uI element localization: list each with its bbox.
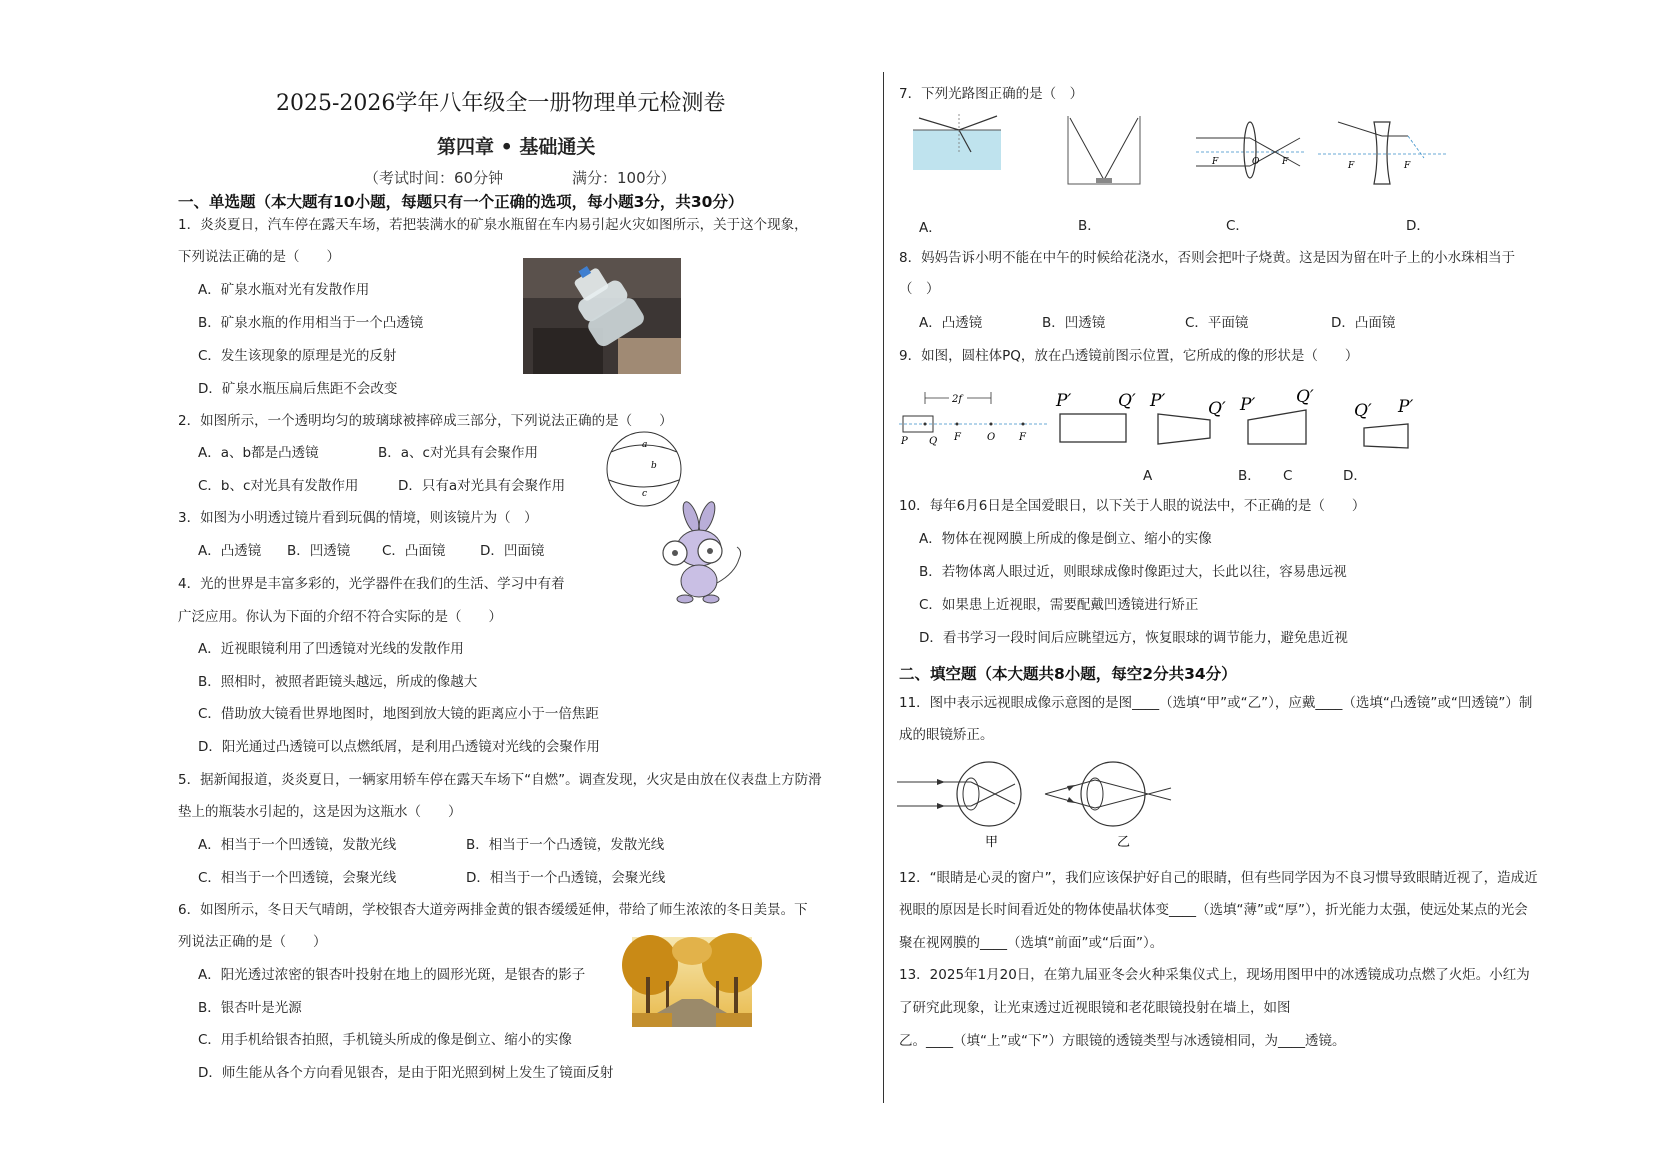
- q6-option-d: D．师生能从各个方向看见银杏，是由于阳光照到树上发生了镜面反射: [198, 1065, 614, 1081]
- q10-option-b: B．若物体离人眼过近，则眼球成像时像距过大，长此以往，容易患远视: [919, 564, 1347, 580]
- q6-stem-2: 列说法正确的是（ ）: [178, 934, 327, 950]
- q11-eye-diagram-yi: [1041, 760, 1175, 848]
- q10-option-a: A．物体在视网膜上所成的像是倒立、缩小的实像: [919, 531, 1212, 547]
- q4-option-d: D．阳光通过凸透镜可以点燃纸屑，是利用凸透镜对光线的会聚作用: [198, 739, 600, 755]
- q5-option-a: A．相当于一个凹透镜，发散光线: [198, 837, 397, 853]
- q6-option-c: C．用手机给银杏拍照，手机镜头所成的像是倒立、缩小的实像: [198, 1032, 572, 1048]
- q13-stem-2: 了研究此现象，让光束透过近视眼镜和老花眼镜投射在墙上，如图: [899, 1000, 1291, 1016]
- q7-option-c: C．: [1226, 218, 1249, 234]
- q2-label-a: a: [642, 440, 648, 450]
- full-score: 满分：100分）: [572, 169, 676, 187]
- q9b-q-prime: Q′: [1208, 399, 1226, 419]
- q7-option-d: D．: [1406, 218, 1430, 234]
- q10-option-c: C．如果患上近视眼，需要配戴凹透镜进行矫正: [919, 597, 1199, 613]
- q3-toy-bunny-illustration: [655, 503, 747, 605]
- q9-stem: 9．如图，圆柱体PQ，放在凸透镜前图示位置，它所成的像的形状是（ ）: [899, 348, 1359, 364]
- q5-stem-1: 5．据新闻报道，炎炎夏日，一辆家用轿车停在露天车场下“自燃”。调查发现，火灾是由放在仪表盘上方防滑: [178, 772, 822, 788]
- q7d-f-left: F: [1348, 161, 1355, 171]
- q9a-q-prime: Q′: [1118, 391, 1136, 411]
- q9-image-shape-c: [1238, 384, 1324, 448]
- q1-option-b: B．矿泉水瓶的作用相当于一个凸透镜: [198, 315, 424, 331]
- q9-option-a: A: [1143, 468, 1153, 484]
- q7-stem: 7．下列光路图正确的是（ ）: [899, 86, 1084, 102]
- q8-option-a: A．凸透镜: [919, 315, 983, 331]
- q7-diagram-d-concave-lens: [1318, 118, 1446, 188]
- q2-option-d: D．只有a对光具有会聚作用: [398, 478, 566, 494]
- q11-stem-1: 11．图中表示远视眼成像示意图的是图____（选填“甲”或“乙”），应戴____（选填“凸透镜”或“凹透镜”）制: [899, 695, 1533, 711]
- q6-ginkgo-photo: [632, 937, 752, 1027]
- exam-time: （考试时间：60分钟: [364, 169, 504, 187]
- q6-option-a: A．阳光透过浓密的银杏叶投射在地上的圆形光斑，是银杏的影子: [198, 967, 586, 983]
- q13-stem-3: 乙。____（填“上”或“下”）方眼镜的透镜类型与冰透镜相同，为____透镜。: [899, 1033, 1346, 1049]
- q2-label-c: c: [642, 489, 648, 499]
- q8-option-c: C．平面镜: [1185, 315, 1249, 331]
- q9b-p-prime: P′: [1150, 391, 1166, 411]
- q8-stem-2: （ ）: [899, 281, 940, 297]
- q2-option-b: B．a、c对光具有会聚作用: [378, 445, 538, 461]
- q9-image-shape-b: [1148, 388, 1230, 446]
- q1-car-bottle-photo: [523, 258, 681, 374]
- q3-option-d: D．凹面镜: [480, 543, 545, 559]
- q5-option-c: C．相当于一个凹透镜，会聚光线: [198, 870, 397, 886]
- q11-label-jia: 甲: [985, 835, 999, 850]
- q6-option-b: B．银杏叶是光源: [198, 1000, 302, 1016]
- q9-label-o: O: [987, 432, 996, 443]
- q9-option-b: B．: [1238, 468, 1261, 484]
- q9-option-c: C: [1283, 468, 1293, 484]
- q2-option-c: C．b、c对光具有发散作用: [198, 478, 359, 494]
- q12-stem-1: 12．“眼睛是心灵的窗户”，我们应该保护好自己的眼睛，但有些同学因为不良习惯导致眼睛近视了，造成近: [899, 870, 1538, 886]
- q1-option-a: A．矿泉水瓶对光有发散作用: [198, 282, 370, 298]
- q9-option-d: D．: [1343, 468, 1367, 484]
- q7-option-b: B．: [1078, 218, 1101, 234]
- q8-option-b: B．凹透镜: [1042, 315, 1106, 331]
- q9-image-shape-a: [1054, 388, 1144, 446]
- q5-option-b: B．相当于一个凸透镜，发散光线: [466, 837, 665, 853]
- q7-diagram-a-refraction: [911, 112, 1005, 172]
- q10-stem: 10．每年6月6日是全国爱眼日，以下关于人眼的说法中，不正确的是（ ）: [899, 498, 1366, 514]
- q13-stem-1: 13．2025年1月20日，在第九届亚冬会火种采集仪式上，现场用图甲中的冰透镜成功点燃了火炬。小红为: [899, 967, 1530, 983]
- q11-eye-diagram-jia: [897, 760, 1021, 848]
- q2-label-b: b: [651, 461, 657, 471]
- q9a-p-prime: P′: [1056, 391, 1072, 411]
- q1-stem-1: 1．炎炎夏日，汽车停在露天车场，若把装满水的矿泉水瓶留在车内易引起火灾如图所示，关于这个现象，: [178, 217, 808, 233]
- q7c-f-right: F: [1282, 157, 1289, 167]
- q7-diagram-b-reflection: [1064, 112, 1144, 186]
- q1-option-d: D．矿泉水瓶压扁后焦距不会改变: [198, 381, 398, 397]
- q9c-q-prime: Q′: [1296, 387, 1314, 407]
- section1-heading: 一、单选题（本大题有10小题，每题只有一个正确的选项，每小题3分，共30分）: [178, 193, 744, 211]
- q7c-f-left: F: [1212, 157, 1219, 167]
- q7-diagram-c-convex-lens: [1196, 118, 1304, 180]
- section2-heading: 二、填空题（本大题共8小题，每空2分共34分）: [899, 665, 1237, 683]
- q9d-p-prime: P′: [1398, 397, 1414, 417]
- column-divider: [883, 72, 884, 1103]
- q11-stem-2: 成的眼镜矫正。: [899, 727, 994, 743]
- q7c-o: O: [1252, 157, 1260, 167]
- q5-option-d: D．相当于一个凸透镜，会聚光线: [466, 870, 666, 886]
- q12-stem-2: 视眼的原因是长时间看近处的物体使晶状体变____（选填“薄”或“厚”），折光能力太强，使远处某点的光会: [899, 902, 1528, 918]
- q4-stem-2: 广泛应用。你认为下面的介绍不符合实际的是（ ）: [178, 609, 502, 625]
- exam-title: 2025-2026学年八年级全一册物理单元检测卷: [276, 91, 726, 116]
- q4-option-c: C．借助放大镜看世界地图时，地图到放大镜的距离应小于一倍焦距: [198, 706, 599, 722]
- q12-stem-3: 聚在视网膜的____（选填“前面”或“后面”）。: [899, 935, 1164, 951]
- q6-stem-1: 6．如图所示，冬日天气晴朗，学校银杏大道旁两排金黄的银杏缓缓延伸，带给了师生浓浓的冬日美景。下: [178, 902, 808, 918]
- q9-object-lens-diagram: [899, 380, 1049, 452]
- chapter-subtitle: 第四章 • 基础通关: [437, 136, 596, 158]
- q3-option-a: A．凸透镜: [198, 543, 262, 559]
- q4-stem-1: 4．光的世界是丰富多彩的，光学器件在我们的生活、学习中有着: [178, 576, 565, 592]
- q5-stem-2: 垫上的瓶装水引起的，这是因为这瓶水（ ）: [178, 804, 462, 820]
- q8-stem-1: 8．妈妈告诉小明不能在中午的时候给花浇水，否则会把叶子烧黄。这是因为留在叶子上的小水珠相当于: [899, 250, 1516, 266]
- q10-option-d: D．看书学习一段时间后应眺望远方，恢复眼球的调节能力，避免患近视: [919, 630, 1348, 646]
- q9c-p-prime: P′: [1240, 395, 1256, 415]
- q9-label-f-right: F: [1019, 432, 1026, 443]
- q9d-q-prime: Q′: [1354, 401, 1372, 421]
- q4-option-b: B．照相时，被照者距镜头越远，所成的像越大: [198, 674, 478, 690]
- q11-label-yi: 乙: [1117, 835, 1131, 850]
- q2-glass-ball-diagram: [605, 430, 683, 508]
- q7-option-a: A．: [919, 220, 942, 236]
- q9-two-f: 2f: [952, 394, 963, 405]
- q3-option-c: C．凸面镜: [382, 543, 446, 559]
- q1-option-c: C．发生该现象的原理是光的反射: [198, 348, 397, 364]
- q8-option-d: D．凸面镜: [1331, 315, 1396, 331]
- q1-stem-2: 下列说法正确的是（ ）: [178, 249, 340, 265]
- q3-option-b: B．凹透镜: [287, 543, 351, 559]
- q2-stem: 2．如图所示，一个透明均匀的玻璃球被摔碎成三部分，下列说法正确的是（ ）: [178, 413, 673, 429]
- q4-option-a: A．近视眼镜利用了凹透镜对光线的发散作用: [198, 641, 464, 657]
- q9-label-q: Q: [929, 436, 938, 447]
- q9-image-shape-d: [1352, 394, 1422, 450]
- q9-label-f-left: F: [954, 432, 961, 443]
- q9-label-p: P: [901, 436, 908, 447]
- q2-option-a: A．a、b都是凸透镜: [198, 445, 319, 461]
- q7d-f-right: F: [1404, 161, 1411, 171]
- q3-stem: 3．如图为小明透过镜片看到玩偶的情境，则该镜片为（ ）: [178, 510, 538, 526]
